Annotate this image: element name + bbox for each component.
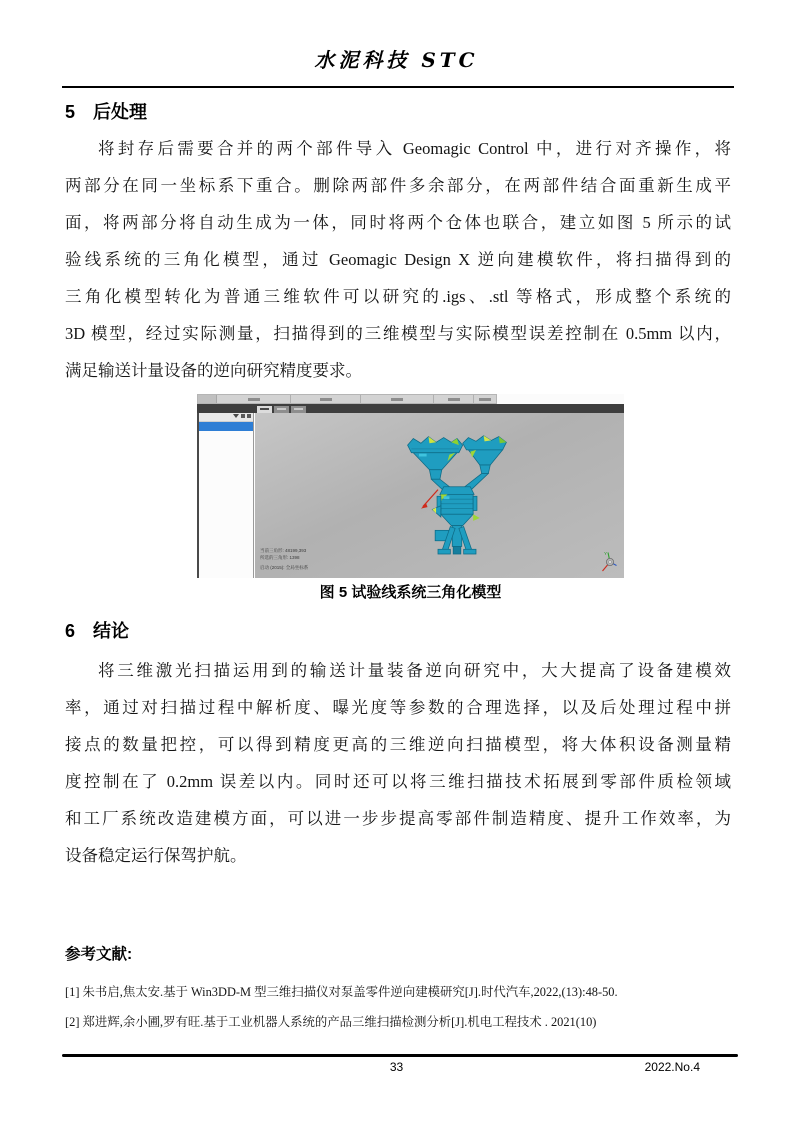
panel-header — [199, 413, 253, 422]
menu-label-mark — [248, 398, 260, 401]
reference-item: [1] 朱书启,焦太安.基于 Win3DD-M 型三维扫描仪对泵盖零件逆向建模研究[J].时代汽车,2022,(13):48-50. — [65, 985, 618, 999]
footer-rule — [62, 1054, 738, 1057]
issue-label: 2022.No.4 — [644, 1060, 700, 1074]
references-heading: 参考文献: — [65, 946, 133, 963]
panel-toolbar-icons — [233, 414, 251, 418]
tab-label-mark — [260, 408, 269, 411]
body-line: 面，将两部分将自动生成为一体，同时将两个仓体也联合，建立如图 5 所示的试 — [65, 213, 731, 232]
status-line: 启动 (2015): 全局坐标系 — [260, 564, 309, 570]
body-line: 设备稳定运行保驾护航。 — [65, 846, 247, 865]
red-arrow-annotation — [421, 490, 438, 509]
header-rule — [62, 86, 734, 88]
model-tree-panel — [197, 413, 254, 578]
menu-label-mark — [391, 398, 403, 401]
menu-item — [434, 395, 474, 403]
journal-header: 水泥科技 STC — [314, 48, 479, 72]
dropdown-caret-icon — [233, 414, 239, 418]
section-5-number: 5 — [65, 102, 76, 122]
axis-y-label: Y — [604, 551, 608, 556]
tab-label-mark — [277, 408, 286, 411]
viewport-tab — [274, 406, 289, 413]
viewport-tab-active — [257, 406, 272, 413]
viewport-status-text — [260, 548, 308, 571]
status-line: 所选的三角形: 1398 — [260, 554, 300, 560]
section-6-title: 结论 — [93, 621, 130, 641]
axis-triad-icon — [596, 550, 620, 574]
section-6-heading — [65, 617, 129, 643]
screenshot-menubar — [197, 394, 624, 404]
body-line: 满足输送计量设备的逆向研究精度要求。 — [65, 361, 362, 380]
references-list — [65, 977, 745, 1037]
menu-item — [361, 395, 434, 403]
figure-5-screenshot — [197, 394, 624, 578]
body-line: 将封存后需要合并的两个部件导入 Geomagic Control 中，进行对齐操作，将 — [98, 139, 731, 158]
tab-label-mark — [294, 408, 303, 411]
menubar-segments — [197, 394, 497, 404]
menu-label-mark — [479, 398, 491, 401]
body-line: 两部分在同一坐标系下重合。删除两部件多余部分，在两部件结合面重新生成平 — [65, 176, 731, 195]
body-line: 三角化模型转化为普通三维软件可以研究的.igs、.stl 等格式，形成整个系统的 — [65, 287, 731, 306]
section-5-paragraph — [65, 130, 731, 389]
body-line: 3D 模型，经过实际测量，扫描得到的三维模型与实际模型误差控制在 0.5mm 以内， — [65, 324, 731, 343]
body-line: 验线系统的三角化模型，通过 Geomagic Design X 逆向建模软件，将扫描得到的 — [65, 250, 731, 269]
body-line: 率，通过对扫描过程中解析度、曝光度等参数的合理选择，以及后处理过程中拼 — [65, 698, 731, 717]
pin-icon — [241, 414, 245, 418]
menu-item — [217, 395, 292, 403]
section-6-number: 6 — [65, 621, 76, 641]
reference-item: [2] 郑进辉,余小圃,罗有旺.基于工业机器人系统的产品三维扫描检测分析[J].机电工程技术 . 2021(10) — [65, 1015, 597, 1029]
menu-item — [291, 395, 361, 403]
viewport-tab — [291, 406, 306, 413]
body-line: 度控制在了 0.2mm 误差以内。同时还可以将三维扫描技术拓展到零部件质检领域 — [65, 772, 731, 791]
body-line: 将三维激光扫描运用到的输送计量装备逆向研究中，大大提高了设备建模效 — [98, 661, 731, 680]
menu-item — [474, 395, 496, 403]
section-6-paragraph — [65, 652, 731, 874]
menu-label-mark — [320, 398, 332, 401]
section-5-title: 后处理 — [93, 102, 148, 122]
body-line: 接点的数量把控，可以得到精度更高的三维逆向扫描模型，将大体积设备测量精 — [65, 735, 731, 754]
menu-label-mark — [448, 398, 460, 401]
section-5-heading — [65, 98, 147, 124]
3d-viewport — [255, 413, 624, 578]
selected-tree-item — [199, 422, 253, 431]
figure-5-caption: 图 5 试验线系统三角化模型 — [319, 584, 502, 601]
status-line: 当前三角形: 48199,393 — [260, 548, 307, 553]
body-line: 和工厂系统改造建模方面，可以进一步步提高零部件制造精度、提升工作效率，为 — [65, 809, 731, 828]
triangulated-model-graphic — [400, 430, 514, 572]
app-button — [198, 395, 217, 403]
close-icon — [247, 414, 251, 418]
page-number: 33 — [389, 1060, 404, 1074]
